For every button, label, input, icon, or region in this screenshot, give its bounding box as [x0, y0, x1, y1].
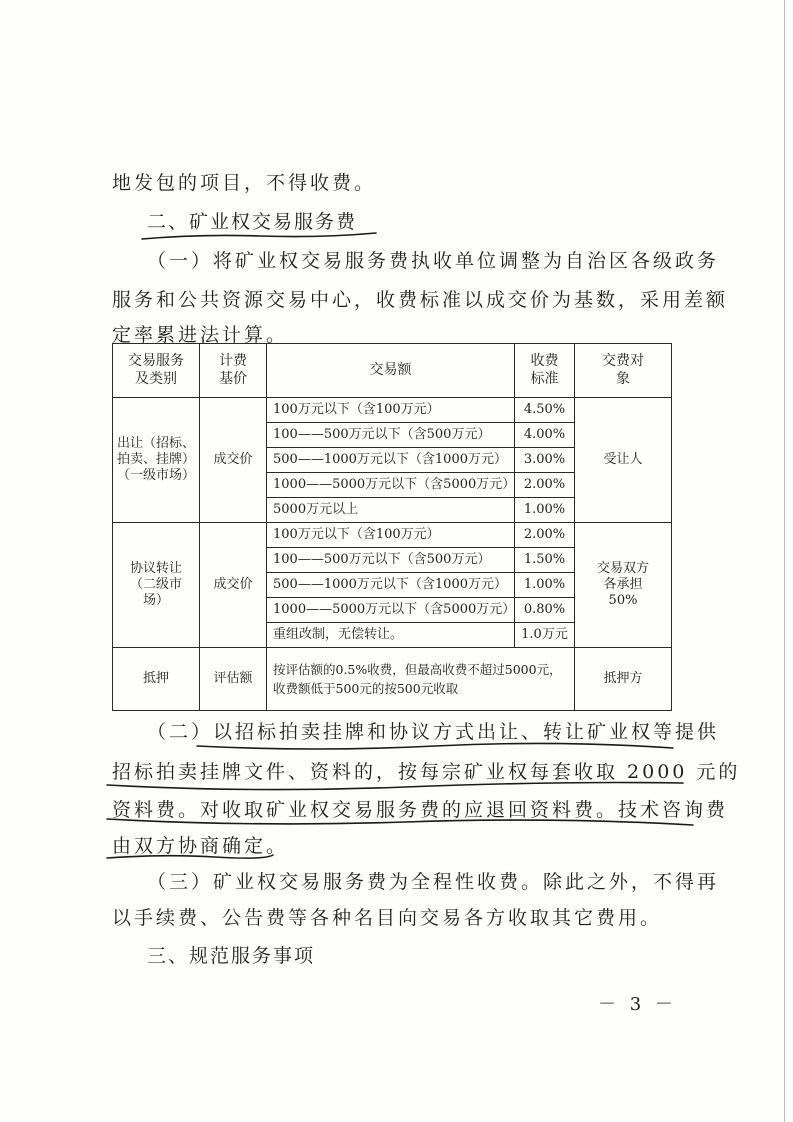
- table-cell-amount: 100——500万元以下（含500万元）: [267, 548, 515, 573]
- group3-service: 抵押: [113, 648, 200, 711]
- table-cell-rate: 4.00%: [515, 423, 575, 448]
- header-base: 计费基价: [200, 344, 267, 398]
- group3-payer: 抵押方: [575, 648, 672, 711]
- fee-table: [112, 343, 672, 711]
- page-number: － 3 －: [598, 994, 677, 1015]
- paragraph-line: 服务和公共资源交易中心，收费标准以成交价为基数，采用差额: [112, 289, 729, 311]
- header-rate: 收费标准: [515, 344, 575, 398]
- table-cell-rate: 1.50%: [515, 548, 575, 573]
- group2-service: 协议转让（二级市场）: [113, 523, 200, 648]
- group3-amount: 按评估额的0.5%收费，但最高收费不超过5000元，收费额低于500元的按500元收取: [267, 648, 575, 711]
- paragraph-line: （二）以招标拍卖挂牌和协议方式出让、转让矿业权等提供: [147, 721, 720, 743]
- paragraph-line: 资料费。对收取矿业权交易服务费的应退回资料费。技术咨询费: [112, 799, 729, 821]
- paragraph-line: 地发包的项目，不得收费。: [112, 172, 377, 194]
- table-cell-amount: 500——1000万元以下（含1000万元）: [267, 448, 515, 473]
- section-heading-3: 三、规范服务事项: [147, 945, 316, 967]
- paragraph-line: 招标拍卖挂牌文件、资料的，按每宗矿业权每套收取 2000 元的: [112, 761, 741, 783]
- table-header-row: [113, 344, 672, 398]
- paragraph-line: 定率累进法计算。: [112, 324, 289, 346]
- paragraph-line: 以手续费、公告费等各种名目向交易各方收取其它费用。: [112, 907, 663, 929]
- table-cell-amount: 100万元以下（含100万元）: [267, 398, 515, 423]
- table-row: [113, 648, 672, 711]
- group1-service: 出让（招标、拍卖、挂牌）（一级市场）: [113, 398, 200, 523]
- header-amount: 交易额: [267, 344, 515, 398]
- scan-edge: [784, 0, 785, 1122]
- group2-payer: 交易双方各承担50%: [575, 523, 672, 648]
- table-row: [113, 398, 672, 423]
- paragraph-line: 由双方协商确定。: [112, 835, 289, 857]
- table-cell-amount: 1000——5000万元以下（含5000万元）: [267, 598, 515, 623]
- table-cell-rate: 0.80%: [515, 598, 575, 623]
- table-cell-amount: 1000——5000万元以下（含5000万元）: [267, 473, 515, 498]
- group3-base: 评估额: [200, 648, 267, 711]
- table-cell-amount: 重组改制，无偿转让。: [267, 623, 515, 648]
- header-service: 交易服务及类别: [113, 344, 200, 398]
- paragraph-line: （三）矿业权交易服务费为全程性收费。除此之外，不得再: [147, 871, 720, 893]
- header-payer: 交费对象: [575, 344, 672, 398]
- table-cell-amount: 100万元以下（含100万元）: [267, 523, 515, 548]
- paragraph-line: （一）将矿业权交易服务费执收单位调整为自治区各级政务: [147, 250, 720, 272]
- group1-base: 成交价: [200, 398, 267, 523]
- table-cell-amount: 5000万元以上: [267, 498, 515, 523]
- table-cell-amount: 500——1000万元以下（含1000万元）: [267, 573, 515, 598]
- table-cell-rate: 1.0万元: [515, 623, 575, 648]
- table-cell-rate: 1.00%: [515, 498, 575, 523]
- table-cell-amount: 100——500万元以下（含500万元）: [267, 423, 515, 448]
- group1-payer: 受让人: [575, 398, 672, 523]
- section-heading-2: 二、矿业权交易服务费: [147, 211, 358, 233]
- table-cell-rate: 4.50%: [515, 398, 575, 423]
- table-cell-rate: 2.00%: [515, 523, 575, 548]
- table-row: [113, 523, 672, 548]
- table-cell-rate: 1.00%: [515, 573, 575, 598]
- group2-base: 成交价: [200, 523, 267, 648]
- table-cell-rate: 3.00%: [515, 448, 575, 473]
- table-cell-rate: 2.00%: [515, 473, 575, 498]
